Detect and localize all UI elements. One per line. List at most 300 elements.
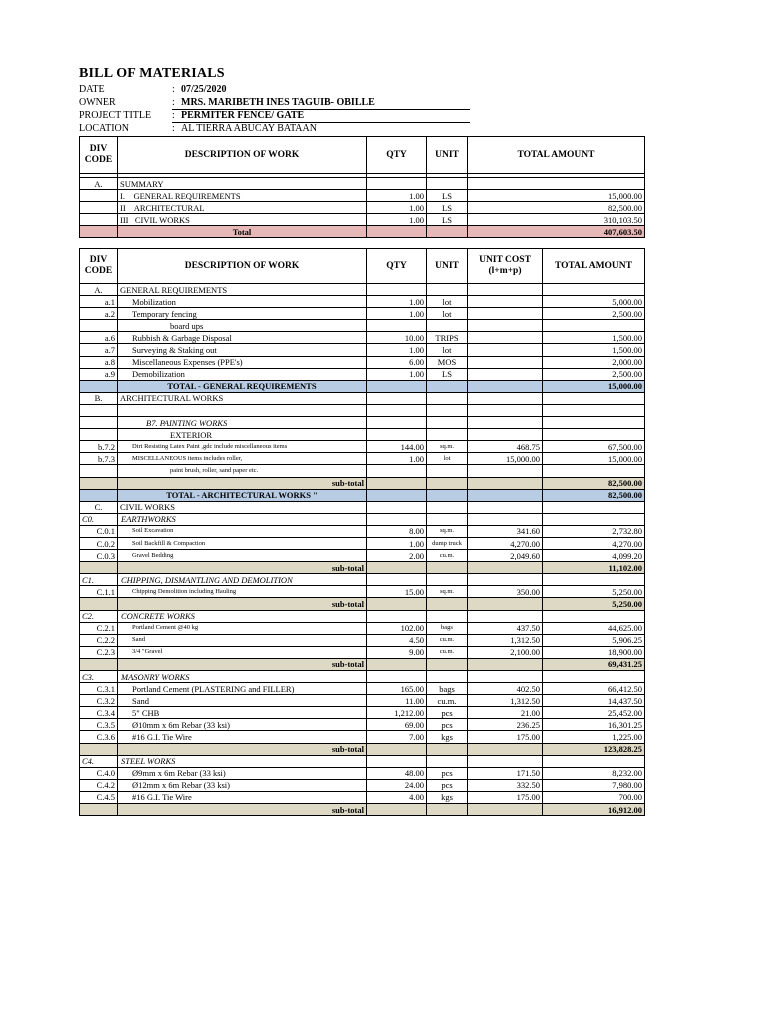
detail-cell xyxy=(543,671,645,683)
detail-cell: 468.75 xyxy=(468,441,543,453)
detail-cell xyxy=(80,658,118,670)
detail-cell xyxy=(367,465,427,477)
summary-row xyxy=(80,214,645,226)
detail-cell xyxy=(367,477,427,489)
detail-cell: 4,270.00 xyxy=(543,537,645,549)
detail-body xyxy=(80,284,645,816)
detail-row xyxy=(80,344,645,356)
detail-cell: CIVIL WORKS xyxy=(118,501,367,513)
detail-header-total-amount: TOTAL AMOUNT xyxy=(543,249,645,284)
summary-cell xyxy=(367,178,427,190)
detail-cell xyxy=(468,477,543,489)
subtotal-row xyxy=(80,804,645,816)
detail-cell xyxy=(367,417,427,429)
detail-cell: 15,000.00 xyxy=(543,453,645,465)
detail-row xyxy=(80,779,645,791)
summary-row xyxy=(80,202,645,214)
detail-cell: bags xyxy=(427,622,468,634)
detail-cell: MOS xyxy=(427,356,468,368)
detail-cell: pcs xyxy=(427,767,468,779)
detail-cell: 332.50 xyxy=(468,779,543,791)
summary-cell: LS xyxy=(427,214,468,226)
detail-cell xyxy=(367,743,427,755)
detail-cell: 82,500.00 xyxy=(543,489,645,501)
detail-cell: 5" CHB xyxy=(118,707,367,719)
detail-cell xyxy=(468,368,543,380)
detail-cell: 1,225.00 xyxy=(543,731,645,743)
detail-row xyxy=(80,574,645,586)
subtotal-row xyxy=(80,562,645,574)
detail-cell: Miscellaneous Expenses (PPE's) xyxy=(118,356,367,368)
detail-cell: sq.m. xyxy=(427,586,468,598)
project-title-colon: : xyxy=(172,110,175,121)
detail-cell: cu.m. xyxy=(427,634,468,646)
detail-cell: sub-total xyxy=(118,658,367,670)
detail-cell: EARTHWORKS xyxy=(118,513,367,525)
detail-cell: 4,270.00 xyxy=(468,537,543,549)
detail-cell xyxy=(468,296,543,308)
detail-cell: sub-total xyxy=(118,598,367,610)
detail-cell: 15,000.00 xyxy=(543,380,645,392)
detail-cell: EXTERIOR xyxy=(118,429,367,441)
detail-cell: 341.60 xyxy=(468,525,543,537)
detail-cell xyxy=(543,513,645,525)
detail-cell: kgs xyxy=(427,791,468,803)
location-label: LOCATION xyxy=(79,123,129,134)
detail-row xyxy=(80,417,645,429)
project-title-value: PERMITER FENCE/ GATE xyxy=(181,110,305,121)
detail-cell: 1,500.00 xyxy=(543,344,645,356)
detail-cell xyxy=(543,404,645,416)
summary-cell: I. GENERAL REQUIREMENTS xyxy=(118,190,367,202)
detail-cell: 144.00 xyxy=(367,441,427,453)
section-total-row xyxy=(80,380,645,392)
detail-cell xyxy=(468,574,543,586)
detail-cell: Chipping Demolition including Hauling xyxy=(118,586,367,598)
summary-cell xyxy=(80,190,118,202)
summary-cell: LS xyxy=(427,190,468,202)
detail-cell: 5,906.25 xyxy=(543,634,645,646)
detail-cell xyxy=(367,513,427,525)
detail-cell xyxy=(80,489,118,501)
detail-cell xyxy=(543,417,645,429)
detail-cell: Demobilization xyxy=(118,368,367,380)
detail-cell xyxy=(427,465,468,477)
detail-cell xyxy=(427,501,468,513)
detail-cell: pcs xyxy=(427,779,468,791)
document-title: BILL OF MATERIALS xyxy=(79,66,225,81)
detail-cell: STEEL WORKS xyxy=(118,755,367,767)
subtotal-row xyxy=(80,658,645,670)
detail-cell: Soil Excavation xyxy=(118,525,367,537)
detail-row xyxy=(80,550,645,562)
detail-cell xyxy=(80,429,118,441)
detail-cell: LS xyxy=(427,368,468,380)
detail-cell xyxy=(367,501,427,513)
detail-header-description: DESCRIPTION OF WORK xyxy=(118,249,367,284)
detail-cell xyxy=(468,320,543,332)
detail-cell: C.3.2 xyxy=(80,695,118,707)
detail-row xyxy=(80,296,645,308)
subtotal-row xyxy=(80,743,645,755)
detail-cell: sub-total xyxy=(118,477,367,489)
detail-row xyxy=(80,767,645,779)
detail-cell: 21.00 xyxy=(468,707,543,719)
detail-cell xyxy=(367,755,427,767)
detail-row xyxy=(80,622,645,634)
detail-cell xyxy=(367,671,427,683)
detail-header-unit: UNIT xyxy=(427,249,468,284)
detail-row xyxy=(80,320,645,332)
detail-cell xyxy=(80,477,118,489)
detail-cell xyxy=(543,501,645,513)
date-colon: : xyxy=(172,84,175,95)
detail-cell: 82,500.00 xyxy=(543,477,645,489)
detail-cell xyxy=(468,804,543,816)
detail-cell xyxy=(468,671,543,683)
detail-cell xyxy=(427,562,468,574)
detail-row xyxy=(80,441,645,453)
detail-cell: #16 G.I. Tie Wire xyxy=(118,791,367,803)
detail-cell xyxy=(543,284,645,296)
detail-cell xyxy=(468,755,543,767)
detail-cell: 2,100.00 xyxy=(468,646,543,658)
detail-row xyxy=(80,453,645,465)
location-row xyxy=(79,123,471,135)
detail-cell xyxy=(427,380,468,392)
summary-body xyxy=(80,178,645,226)
detail-row xyxy=(80,501,645,513)
detail-cell: Dirt Resisting Latex Paint ,gdc include miscellaneous items xyxy=(118,441,367,453)
detail-cell: 3/4 "Gravel xyxy=(118,646,367,658)
detail-cell: 67,500.00 xyxy=(543,441,645,453)
detail-cell xyxy=(367,489,427,501)
detail-cell: 11.00 xyxy=(367,695,427,707)
detail-cell: 1,500.00 xyxy=(543,332,645,344)
detail-table xyxy=(79,248,645,816)
summary-header-description: DESCRIPTION OF WORK xyxy=(118,137,367,174)
detail-cell: 11,102.00 xyxy=(543,562,645,574)
detail-cell xyxy=(367,804,427,816)
detail-cell xyxy=(118,404,367,416)
detail-cell xyxy=(543,392,645,404)
detail-cell xyxy=(468,417,543,429)
detail-cell: Soil Backfill & Compaction xyxy=(118,537,367,549)
detail-cell xyxy=(80,404,118,416)
detail-cell: 1,312.50 xyxy=(468,695,543,707)
detail-row xyxy=(80,284,645,296)
detail-row xyxy=(80,537,645,549)
detail-cell xyxy=(427,417,468,429)
detail-cell: 102.00 xyxy=(367,622,427,634)
detail-cell xyxy=(468,380,543,392)
summary-header-qty: QTY xyxy=(367,137,427,174)
detail-header-div-code: DIV CODE xyxy=(80,249,118,284)
detail-row xyxy=(80,646,645,658)
detail-cell: Ø9mm x 6m Rebar (33 ksi) xyxy=(118,767,367,779)
location-colon: : xyxy=(172,123,175,134)
summary-total-value: 407,603.50 xyxy=(468,226,645,238)
detail-cell: Temporary fencing xyxy=(118,308,367,320)
owner-row xyxy=(79,97,471,109)
detail-cell: 1.00 xyxy=(367,537,427,549)
detail-cell: Sand xyxy=(118,634,367,646)
detail-cell: 5,250.00 xyxy=(543,598,645,610)
detail-row xyxy=(80,356,645,368)
detail-cell xyxy=(367,429,427,441)
detail-cell xyxy=(543,574,645,586)
detail-cell: 175.00 xyxy=(468,731,543,743)
detail-cell: 700.00 xyxy=(543,791,645,803)
summary-table xyxy=(79,136,645,238)
summary-cell xyxy=(427,178,468,190)
detail-cell: 1.00 xyxy=(367,453,427,465)
detail-cell xyxy=(367,574,427,586)
detail-cell: C3. xyxy=(80,671,118,683)
summary-row xyxy=(80,190,645,202)
detail-cell: 402.50 xyxy=(468,683,543,695)
detail-cell: sub-total xyxy=(118,804,367,816)
detail-row xyxy=(80,525,645,537)
detail-cell: 44,625.00 xyxy=(543,622,645,634)
detail-cell xyxy=(468,562,543,574)
detail-cell: 5,000.00 xyxy=(543,296,645,308)
detail-row xyxy=(80,731,645,743)
detail-cell: dump truck xyxy=(427,537,468,549)
detail-cell: C.3.6 xyxy=(80,731,118,743)
detail-cell: 2,000.00 xyxy=(543,356,645,368)
detail-cell xyxy=(427,658,468,670)
detail-cell: C.3.5 xyxy=(80,719,118,731)
detail-cell: 1.00 xyxy=(367,344,427,356)
date-value: 07/25/2020 xyxy=(181,84,227,95)
detail-cell xyxy=(543,429,645,441)
detail-cell: bags xyxy=(427,683,468,695)
detail-cell: Sand xyxy=(118,695,367,707)
detail-cell: 1.00 xyxy=(367,368,427,380)
detail-row xyxy=(80,695,645,707)
detail-cell: 1.00 xyxy=(367,296,427,308)
detail-cell xyxy=(543,610,645,622)
summary-cell xyxy=(80,214,118,226)
detail-cell: 175.00 xyxy=(468,791,543,803)
detail-cell xyxy=(543,755,645,767)
detail-cell xyxy=(468,344,543,356)
detail-cell: 123,828.25 xyxy=(543,743,645,755)
detail-cell: TOTAL - GENERAL REQUIREMENTS xyxy=(118,380,367,392)
detail-cell: A. xyxy=(80,284,118,296)
detail-cell: lot xyxy=(427,344,468,356)
detail-row xyxy=(80,683,645,695)
detail-cell xyxy=(543,465,645,477)
detail-cell xyxy=(468,308,543,320)
detail-cell: a.2 xyxy=(80,308,118,320)
detail-cell: 24.00 xyxy=(367,779,427,791)
detail-cell xyxy=(427,610,468,622)
detail-cell: board ups xyxy=(118,320,367,332)
section-total-row xyxy=(80,489,645,501)
summary-cell: 1.00 xyxy=(367,190,427,202)
detail-cell: C.0.2 xyxy=(80,537,118,549)
detail-header-unit-cost: UNIT COST (l+m+p) xyxy=(468,249,543,284)
detail-cell xyxy=(468,743,543,755)
detail-cell xyxy=(80,320,118,332)
detail-row xyxy=(80,671,645,683)
detail-cell: sub-total xyxy=(118,562,367,574)
detail-cell xyxy=(80,598,118,610)
project-title-label: PROJECT TITLE xyxy=(79,110,152,121)
detail-cell xyxy=(468,356,543,368)
owner-value: MRS. MARIBETH INES TAGUIB- OBILLE xyxy=(181,97,375,108)
detail-cell: B7. PAINTING WORKS xyxy=(118,417,367,429)
detail-cell: C.2.2 xyxy=(80,634,118,646)
detail-cell xyxy=(468,404,543,416)
detail-cell xyxy=(543,320,645,332)
detail-cell xyxy=(427,284,468,296)
detail-cell: 7.00 xyxy=(367,731,427,743)
detail-cell xyxy=(427,489,468,501)
detail-cell: C2. xyxy=(80,610,118,622)
detail-cell xyxy=(468,465,543,477)
detail-cell: 18,900.00 xyxy=(543,646,645,658)
summary-header-row xyxy=(80,137,645,174)
detail-cell: C0. xyxy=(80,513,118,525)
detail-cell xyxy=(427,513,468,525)
summary-cell xyxy=(468,178,645,190)
detail-cell: C.3.4 xyxy=(80,707,118,719)
detail-header-qty: QTY xyxy=(367,249,427,284)
owner-label: OWNER xyxy=(79,97,116,108)
detail-cell: cu.m. xyxy=(427,646,468,658)
summary-header-total-amount: TOTAL AMOUNT xyxy=(468,137,645,174)
detail-cell: 16,301.25 xyxy=(543,719,645,731)
detail-cell: 14,437.50 xyxy=(543,695,645,707)
project-title-row xyxy=(79,110,471,122)
detail-cell xyxy=(427,755,468,767)
detail-cell: Mobilization xyxy=(118,296,367,308)
detail-row xyxy=(80,368,645,380)
detail-cell xyxy=(427,574,468,586)
detail-cell xyxy=(468,392,543,404)
detail-cell: 16,912.00 xyxy=(543,804,645,816)
detail-cell: 437.50 xyxy=(468,622,543,634)
summary-cell: 15,000.00 xyxy=(468,190,645,202)
detail-cell: a.1 xyxy=(80,296,118,308)
summary-cell xyxy=(80,202,118,214)
detail-cell: 2,500.00 xyxy=(543,368,645,380)
detail-cell: C.4.0 xyxy=(80,767,118,779)
detail-cell: Portland Cement @40 kg xyxy=(118,622,367,634)
detail-cell: cu.m. xyxy=(427,695,468,707)
detail-cell xyxy=(468,513,543,525)
detail-cell xyxy=(367,562,427,574)
detail-cell xyxy=(427,477,468,489)
detail-cell: C.2.3 xyxy=(80,646,118,658)
summary-cell: 1.00 xyxy=(367,202,427,214)
summary-cell: II ARCHITECTURAL xyxy=(118,202,367,214)
detail-cell: CHIPPING, DISMANTLING AND DEMOLITION xyxy=(118,574,367,586)
detail-row xyxy=(80,308,645,320)
detail-cell: 69.00 xyxy=(367,719,427,731)
detail-cell xyxy=(80,743,118,755)
detail-cell xyxy=(367,392,427,404)
detail-cell: 2.00 xyxy=(367,550,427,562)
detail-cell: sq.m. xyxy=(427,441,468,453)
detail-row xyxy=(80,719,645,731)
detail-cell: 8,232.00 xyxy=(543,767,645,779)
summary-cell: III CIVIL WORKS xyxy=(118,214,367,226)
detail-cell: TOTAL - ARCHITECTURAL WORKS " xyxy=(118,489,367,501)
detail-cell xyxy=(468,429,543,441)
detail-cell xyxy=(367,658,427,670)
detail-row xyxy=(80,610,645,622)
detail-row xyxy=(80,755,645,767)
owner-colon: : xyxy=(172,97,175,108)
detail-cell: C.3.1 xyxy=(80,683,118,695)
detail-cell: C1. xyxy=(80,574,118,586)
detail-cell xyxy=(80,465,118,477)
detail-cell xyxy=(80,380,118,392)
detail-cell: C. xyxy=(80,501,118,513)
detail-cell: Surveying & Staking out xyxy=(118,344,367,356)
detail-cell xyxy=(80,562,118,574)
detail-cell: Gravel Bedding xyxy=(118,550,367,562)
subtotal-row xyxy=(80,598,645,610)
detail-cell: #16 G.I. Tie Wire xyxy=(118,731,367,743)
detail-cell: 171.50 xyxy=(468,767,543,779)
detail-cell: cu.m. xyxy=(427,550,468,562)
detail-cell xyxy=(427,392,468,404)
detail-cell: kgs xyxy=(427,731,468,743)
detail-cell: C4. xyxy=(80,755,118,767)
detail-cell xyxy=(468,501,543,513)
detail-row xyxy=(80,586,645,598)
detail-cell xyxy=(468,610,543,622)
date-row xyxy=(79,84,471,96)
detail-row xyxy=(80,429,645,441)
summary-total-label: Total xyxy=(118,226,367,238)
detail-header-row xyxy=(80,249,645,284)
summary-cell: 1.00 xyxy=(367,214,427,226)
detail-cell xyxy=(80,804,118,816)
detail-cell xyxy=(367,284,427,296)
detail-cell: C.1.1 xyxy=(80,586,118,598)
detail-cell: 7,980.00 xyxy=(543,779,645,791)
detail-cell xyxy=(367,380,427,392)
detail-cell: paint brush, roller, sand paper etc. xyxy=(118,465,367,477)
detail-cell: B. xyxy=(80,392,118,404)
detail-cell: 66,412.50 xyxy=(543,683,645,695)
detail-cell: sub-total xyxy=(118,743,367,755)
detail-cell xyxy=(468,284,543,296)
detail-cell: sq.m. xyxy=(427,525,468,537)
detail-cell xyxy=(80,417,118,429)
summary-header-unit: UNIT xyxy=(427,137,468,174)
detail-cell: MISCELLANEOUS items includes roller, xyxy=(118,453,367,465)
detail-row xyxy=(80,791,645,803)
detail-row xyxy=(80,513,645,525)
detail-cell: 48.00 xyxy=(367,767,427,779)
detail-row xyxy=(80,634,645,646)
detail-cell: 2,500.00 xyxy=(543,308,645,320)
detail-cell xyxy=(367,320,427,332)
summary-cell: A. xyxy=(80,178,118,190)
location-value: AL TIERRA ABUCAY BATAAN xyxy=(181,123,317,134)
detail-cell: 350.00 xyxy=(468,586,543,598)
detail-cell: MASONRY WORKS xyxy=(118,671,367,683)
detail-cell: 2,049.60 xyxy=(468,550,543,562)
detail-cell: pcs xyxy=(427,707,468,719)
